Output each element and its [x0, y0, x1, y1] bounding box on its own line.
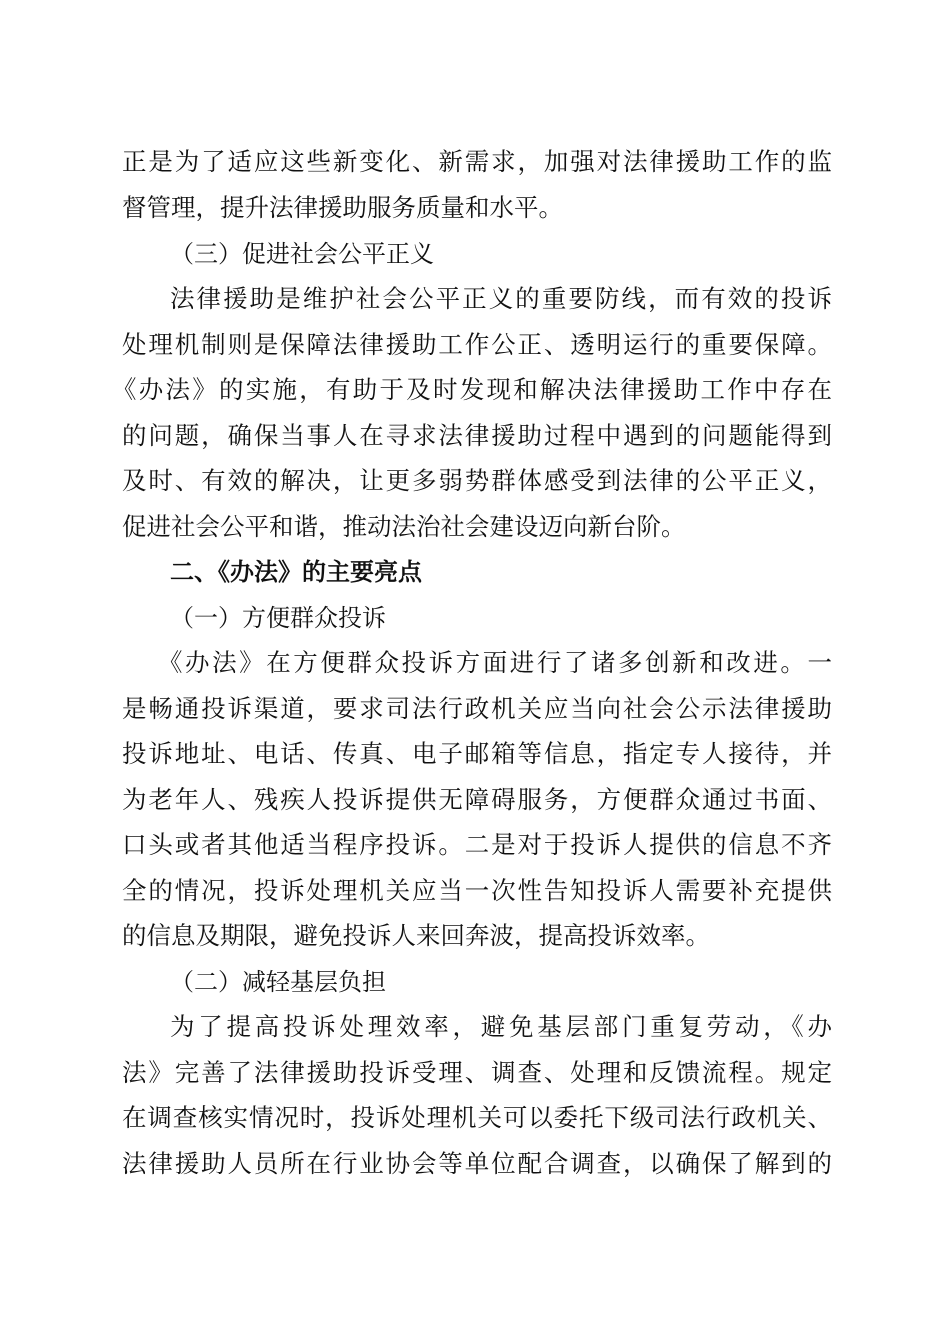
- paragraph-line: 的问题，确保当事人在寻求法律援助过程中遇到的问题能得到: [122, 421, 832, 450]
- paragraph-line: 《办法》的实施，有助于及时发现和解决法律援助工作中存在: [112, 375, 832, 404]
- paragraph-line: 是畅通投诉渠道，要求司法行政机关应当向社会公示法律援助: [122, 694, 832, 723]
- paragraph-line: 正是为了适应这些新变化、新需求，加强对法律援助工作的监: [122, 147, 832, 176]
- paragraph-line: 《办法》在方便群众投诉方面进行了诸多创新和改进。一: [158, 648, 832, 677]
- paragraph-line: 及时、有效的解决，让更多弱势群体感受到法律的公平正义，: [122, 466, 832, 495]
- paragraph-line: 处理机制则是保障法律援助工作公正、透明运行的重要保障。: [122, 330, 832, 359]
- paragraph-line: 促进社会公平和谐，推动法治社会建设迈向新台阶。: [122, 512, 686, 541]
- paragraph-line: 法》完善了法律援助投诉受理、调查、处理和反馈流程。规定: [122, 1058, 832, 1087]
- paragraph-line: 投诉地址、电话、传真、电子邮箱等信息，指定专人接待，并: [122, 739, 832, 768]
- paragraph-line: 法律援助是维护社会公平正义的重要防线，而有效的投诉: [170, 284, 832, 313]
- paragraph-line: 全的情况，投诉处理机关应当一次性告知投诉人需要补充提供: [122, 876, 832, 905]
- paragraph-line: 为了提高投诉处理效率，避免基层部门重复劳动，《办: [170, 1012, 832, 1041]
- subsection-heading: （三）促进社会公平正义: [170, 240, 434, 268]
- paragraph-line: 督管理，提升法律援助服务质量和水平。: [122, 193, 563, 222]
- paragraph-line: 在调查核实情况时，投诉处理机关可以委托下级司法行政机关、: [122, 1103, 832, 1132]
- subsection-heading: （二）减轻基层负担: [170, 968, 386, 996]
- paragraph-line: 法律援助人员所在行业协会等单位配合调查，以确保了解到的: [122, 1149, 832, 1178]
- section-heading: 二、《办法》的主要亮点: [170, 558, 422, 586]
- subsection-heading: （一）方便群众投诉: [170, 604, 386, 632]
- paragraph-line: 口头或者其他适当程序投诉。二是对于投诉人提供的信息不齐: [122, 830, 832, 859]
- paragraph-line: 的信息及期限，避免投诉人来回奔波，提高投诉效率。: [122, 921, 710, 950]
- paragraph-line: 为老年人、残疾人投诉提供无障碍服务，方便群众通过书面、: [122, 785, 832, 814]
